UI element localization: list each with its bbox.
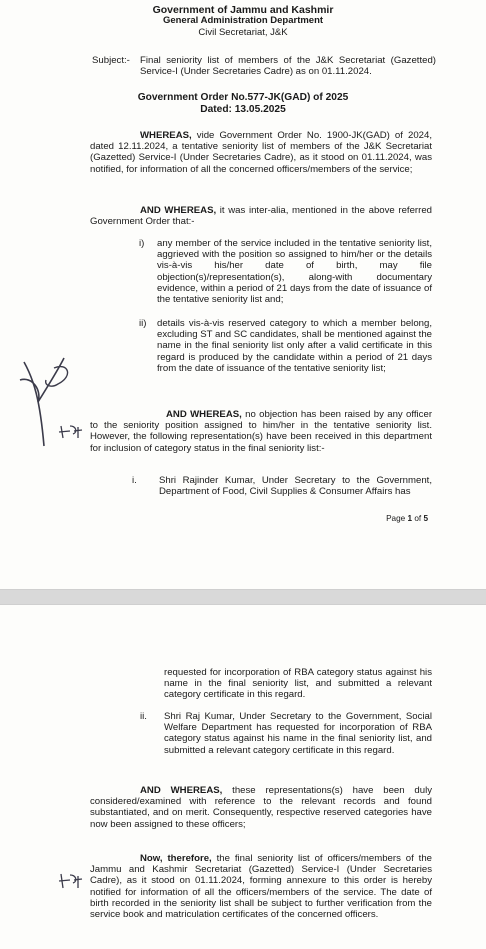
para-body: these representations(s) have been duly considered/examined with reference to the relevant records and found substantiated, and on merit. Consequently, respective reserved categories have now been assigned to these officers;	[90, 785, 433, 830]
subject-text: Final seniority list of members of the J&K Secretariat (Gazetted) Service-I (Under Secretaries Cadre) as on 01.11.2024.	[140, 55, 436, 78]
para-lead: AND WHEREAS,	[166, 409, 242, 420]
list-item-number: i.	[132, 475, 137, 486]
list-item-text-continued: requested for incorporation of RBA category status against his name in the final seniority list, and submitted a relevant category certificate in this regard.	[164, 667, 432, 701]
page-number: Page 1 of 5	[386, 514, 428, 523]
list-item-text: Shri Rajinder Kumar, Under Secretary to the Government, Department of Food, Civil Supplies & Consumer Affairs has	[159, 475, 432, 498]
list-item-text: details vis-à-vis reserved category to which a member belong, excluding ST and SC candidates, shall be mentioned against the name in the final seniority list only after a valid certificate in this regard is produced by the candidate within a period of 21 days from the date of issuance of the tentative seniority list;	[157, 318, 432, 374]
header-government: Government of Jammu and Kashmir	[152, 4, 334, 16]
paragraph-whereas-2	[90, 205, 432, 227]
list-item-text: any member of the service included in the tentative seniority list, aggrieved with the position so assigned to him/her or the details vis-à-vis his/her date of birth, may file objection(s)/representation(s), along-with documentary evidence, within a period of 21 days from the date of issuance of the tentative seniority list and;	[157, 238, 432, 306]
paragraph-whereas-1	[90, 130, 432, 175]
para-body: the final seniority list of officers/members of the Jammu and Kashmir Secretariat (Gazetted) Service-I (Under Secretaries Cadre), as it stood on 01.11.2024, forming annexure to this order is hereby notified for information of all the officers/members of the service. The date of birth recorded in the seniority list shall be subject to further verification from the service book and matriculation certificates of the concerned officers.	[90, 853, 432, 921]
document-page-2	[0, 604, 486, 949]
para-body: no objection has been raised by any officer to the seniority position assigned to him/her in the tentative seniority list. However, the following representation(s) have been received in this department for inclusion of category status in the final seniority list:-	[90, 409, 433, 454]
header-office: Civil Secretariat, J&K	[198, 27, 288, 38]
list-item-number: ii)	[139, 318, 147, 329]
paragraph-now-therefore	[90, 853, 432, 920]
list-item-number: i)	[139, 238, 145, 249]
para-lead: WHEREAS,	[140, 130, 192, 141]
para-body: it was inter-alia, mentioned in the above referred Government Order that:-	[90, 205, 432, 228]
initials-mark	[58, 424, 84, 440]
signature-initials-mark	[14, 350, 76, 460]
subject-label: Subject:-	[92, 55, 130, 66]
initials-mark	[58, 872, 84, 890]
list-item-number: ii.	[140, 711, 147, 722]
order-date: Dated: 13.05.2025	[200, 104, 286, 115]
para-lead: Now, therefore,	[140, 853, 212, 864]
order-title: Government Order No.577-JK(GAD) of 2025	[137, 92, 349, 103]
para-body: vide Government Order No. 1900-JK(GAD) of 2024, dated 12.11.2024, a tentative seniority list of members of the J&K Secretariat (Gazetted) Service-I (Under Secretaries Cadre), as it stood on 01.11.2024, was notified, for information of all the concerned officers/members of the service;	[90, 130, 432, 175]
para-lead: AND WHEREAS,	[140, 205, 217, 216]
list-item-text: Shri Raj Kumar, Under Secretary to the Government, Social Welfare Department has requested for incorporation of RBA category status against his name in the final seniority list, and submitted a relevant category certificate in this regard.	[164, 711, 432, 756]
paragraph-whereas-3	[90, 409, 432, 454]
para-lead: AND WHEREAS,	[140, 785, 223, 796]
header-department: General Administration Department	[162, 15, 324, 26]
paragraph-whereas-4	[90, 785, 432, 830]
